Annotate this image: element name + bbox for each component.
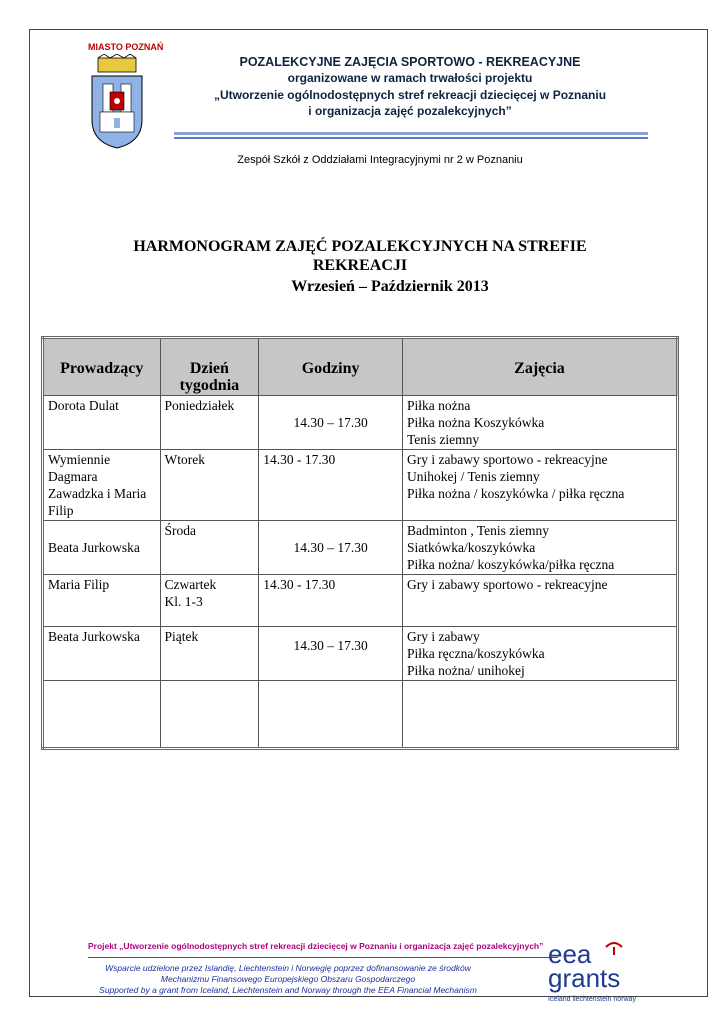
header-hours: Godziny [259, 338, 403, 396]
table-row [43, 575, 678, 627]
activity-item: Unihokej / Tenis ziemny [406, 469, 540, 484]
cell-day: Wtorek [160, 450, 259, 521]
cell-day: Piątek [160, 627, 259, 681]
cell-hours: 14.30 - 17.30 [259, 575, 403, 627]
table-row [43, 396, 678, 450]
poznan-crest-icon [84, 54, 150, 150]
cell-hours: 14.30 – 17.30 [259, 627, 403, 681]
eea-logo-text: eea [548, 939, 592, 969]
header-line-4: i organizacja zajęć pozalekcyjnych” [308, 104, 512, 118]
activity-item: Piłka nożna / koszykówka / piłka ręczna [406, 486, 625, 501]
cell-activities [402, 396, 677, 450]
cell-day: Poniedziałek [160, 396, 259, 450]
activity-item: Piłka nożna Koszykówka [406, 415, 545, 430]
activity-item: Tenis ziemny [406, 432, 480, 447]
activity-item: Piłka nożna/ unihokej [406, 663, 525, 678]
header-rule-secondary [174, 137, 648, 139]
header-line-3: „Utworzenie ogólnodostępnych stref rekreacji dziecięcej w Poznaniu [213, 88, 607, 102]
header-activities: Zajęcia [402, 338, 677, 396]
header-line-1: POZALEKCYJNE ZAJĘCIA SPORTOWO - REKREACYJNE [239, 55, 581, 69]
schedule-table [41, 336, 679, 750]
footer-support-pl-1: Wsparcie udzielone przez Islandię, Liechtenstein i Norwegię poprzez dofinansowanie ze środków [105, 963, 471, 973]
header-line-2: organizowane w ramach trwałości projektu [287, 71, 533, 85]
header-day: Dzień tygodnia [160, 338, 259, 396]
cell-leader: Dorota Dulat [43, 396, 161, 450]
footer-divider [88, 957, 558, 958]
cell-activities [402, 521, 677, 575]
cell-day: Środa [160, 521, 259, 575]
day-class-note: Kl. 1-3 [164, 594, 203, 609]
activity-item: Gry i zabawy sportowo - rekreacyjne [406, 577, 608, 592]
city-label: MIASTO POZNAŃ [88, 42, 164, 52]
table-row-empty [43, 681, 678, 749]
activity-item: Piłka nożna [406, 398, 471, 413]
activity-item: Badminton , Tenis ziemny [406, 523, 550, 538]
cell-empty [402, 681, 677, 749]
document-title: HARMONOGRAM ZAJĘĆ POZALEKCYJNYCH NA STREFIE REKREACJI [133, 238, 587, 274]
footer-project-name: Projekt „Utworzenie ogólnodostępnych stref rekreacji dziecięcej w Poznaniu i organizacja zajęć pozalekcyjnych” [88, 941, 544, 951]
header-leader: Prowadzący [43, 338, 161, 396]
activity-item: Gry i zabawy [406, 629, 480, 644]
table-row [43, 450, 678, 521]
cell-hours: 14.30 - 17.30 [259, 450, 403, 521]
cell-activities [402, 575, 677, 627]
cell-hours: 14.30 – 17.30 [259, 396, 403, 450]
eea-grants-logo [540, 935, 650, 1007]
eea-logo-subtitle: Iceland liechtenstein norway [548, 996, 636, 1003]
cell-empty [259, 681, 403, 749]
table-row [43, 521, 678, 575]
day-name: Czwartek [164, 577, 217, 592]
activity-item: Gry i zabawy sportowo - rekreacyjne [406, 452, 608, 467]
cell-activities [402, 450, 677, 521]
cell-leader: Maria Filip [43, 575, 161, 627]
footer-support-en: Supported by a grant from Iceland, Liechtenstein and Norway through the EEA Financial Mechanism [99, 985, 477, 995]
footer-support-pl-2: Mechanizmu Finansowego Europejskiego Obszaru Gospodarczego [160, 974, 416, 984]
school-name: Zespół Szkół z Oddziałami Integracyjnymi nr 2 w Poznaniu [237, 154, 523, 166]
table-row [43, 627, 678, 681]
cell-empty [43, 681, 161, 749]
grants-logo-text: grants [548, 963, 621, 993]
document-subtitle: Wrzesień – Październik 2013 [291, 278, 489, 295]
cell-empty [160, 681, 259, 749]
activity-item: Siatkówka/koszykówka [406, 540, 536, 555]
cell-activities [402, 627, 677, 681]
activity-item: Piłka nożna/ koszykówka/piłka ręczna [406, 557, 615, 572]
cell-hours: 14.30 – 17.30 [259, 521, 403, 575]
header-rule [174, 132, 648, 135]
cell-day [160, 575, 259, 627]
cell-leader: Beata Jurkowska [43, 521, 161, 575]
activity-item: Piłka ręczna/koszykówka [406, 646, 545, 661]
cell-leader: Wymiennie Dagmara Zawadzka i Maria Filip [43, 450, 161, 521]
table-header-row [43, 338, 678, 396]
cell-leader: Beata Jurkowska [43, 627, 161, 681]
